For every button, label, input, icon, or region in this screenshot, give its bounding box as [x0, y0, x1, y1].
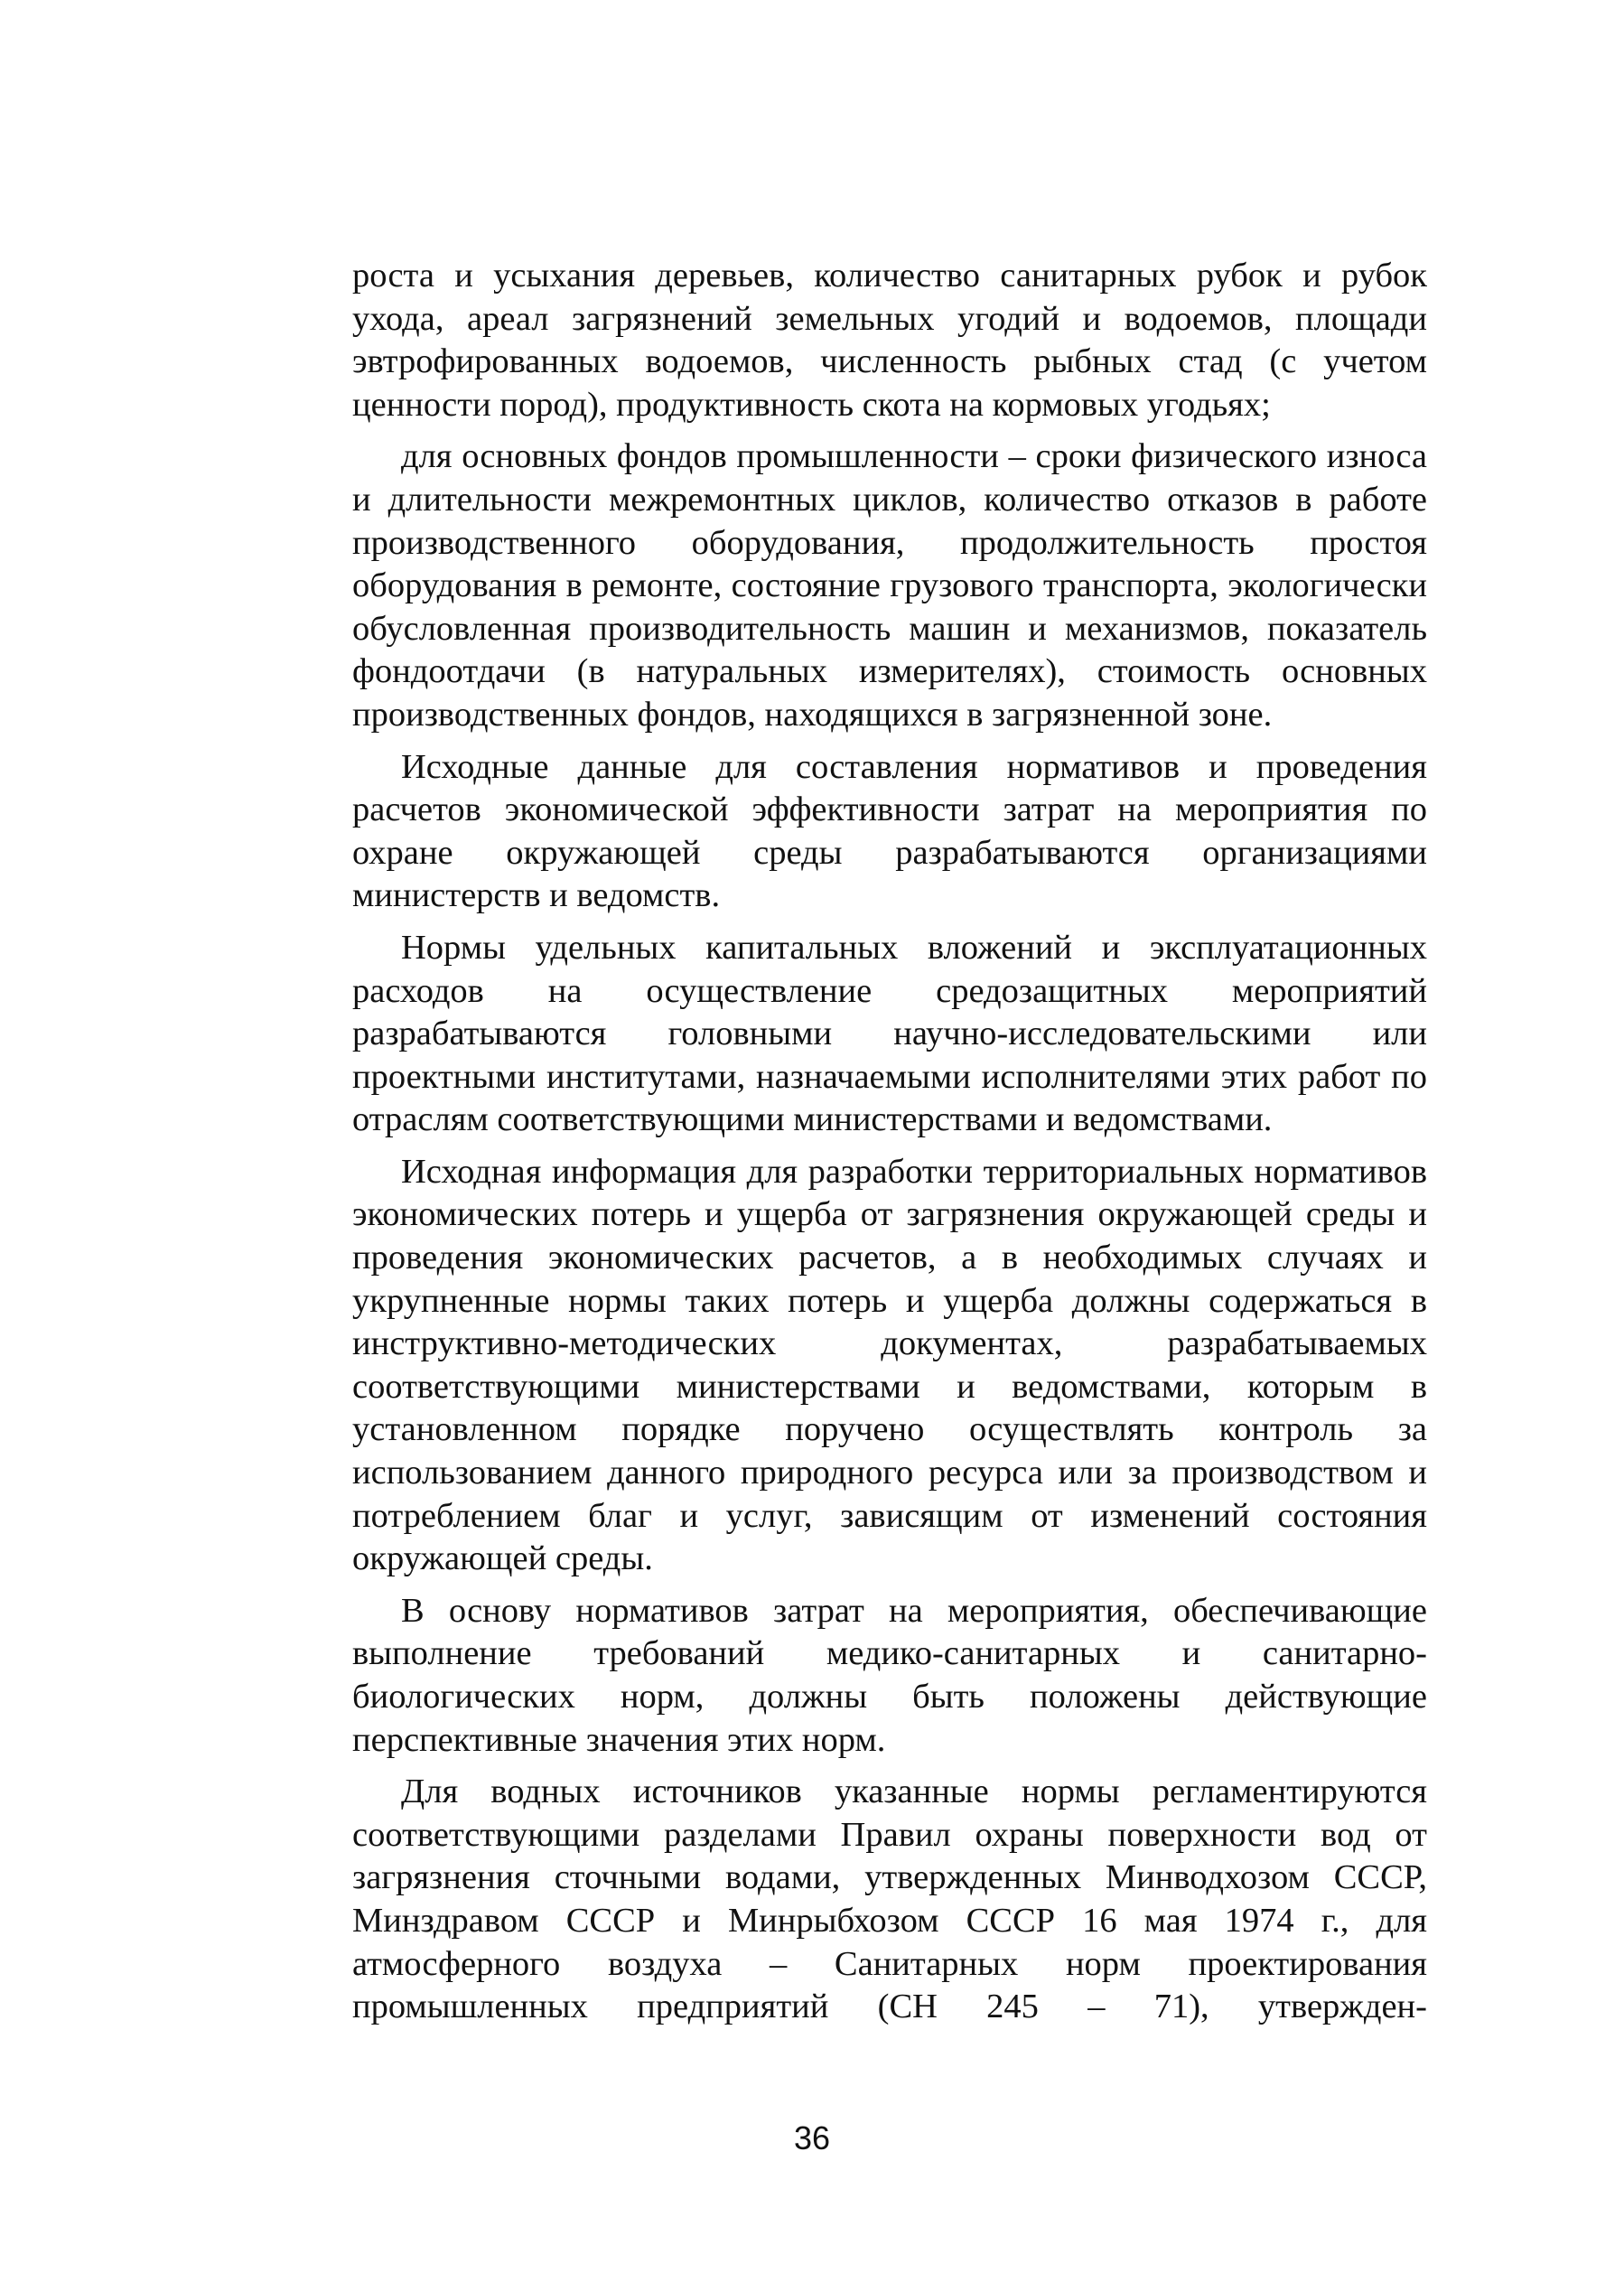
paragraph-5: Исходная информация для разработки территориальных нормативов экономических потерь и ущерба от загрязнения окружающей среды и проведения экономических расчетов, а в необходимых случаях и укрупненные нормы таких потерь и ущерба должны содержаться в инструктивно-методических документах, разрабатываемых соответствующими министерствами и ведомствами, которым в установленном порядке поручено осуществлять контроль за использованием данного природного ресурса или за производством и потреблением благ и услуг, зависящим от изменений состояния окружающей среды. — [352, 1152, 1427, 1578]
paragraph-7: Для водных источников указанные нормы регламентируются соответствующими разделами Правил охраны поверхности вод от загрязнения сточными водами, утвержденных Минводхозом СССР, Минздравом СССР и Минрыбхозом СССР 16 мая 1974 г., для атмосферного воздуха – Санитарных норм проектирования промышленных предприятий (СН 245 – 71), утвержден- — [352, 1773, 1427, 2026]
paragraph-6: В основу нормативов затрат на мероприятия, обеспечивающие выполнение требований медико-санитарных и санитарно-биологических норм, должны быть положены действующие перспективные значения этих норм. — [352, 1591, 1427, 1759]
body-text — [352, 255, 1427, 2038]
page-number: 36 — [793, 2119, 831, 2156]
paragraph-2: для основных фондов промышленности – сроки физического износа и длительности межремонтных циклов, количество отказов в работе производственного оборудования, продолжительность простоя оборудования в ремонте, состояние грузового транспорта, экологически обусловленная производительность машин и механизмов, показатель фондоотдачи (в натуральных измерителях), стоимость основных производственных фондов, находящихся в загрязненной зоне. — [352, 437, 1427, 734]
paragraph-3: Исходные данные для составления нормативов и проведения расчетов экономической эффективности затрат на мероприятия по охране окружающей среды разрабатываются организациями министерств и ведомств. — [352, 747, 1427, 915]
paragraph-1: роста и усыхания деревьев, количество санитарных рубок и рубок ухода, ареал загрязнений земельных угодий и водоемов, площади эвтрофированных водоемов, численность рыбных стад (с учетом ценности пород), продуктивность скота на кормовых угодьях; — [352, 257, 1427, 424]
paragraph-4: Нормы удельных капитальных вложений и эксплуатационных расходов на осуществление средозащитных мероприятий разрабатываются головными научно-исследовательскими или проектными институтами, назначаемыми исполнителями этих работ по отраслям соответствующими министерствами и ведомствами. — [352, 928, 1427, 1139]
